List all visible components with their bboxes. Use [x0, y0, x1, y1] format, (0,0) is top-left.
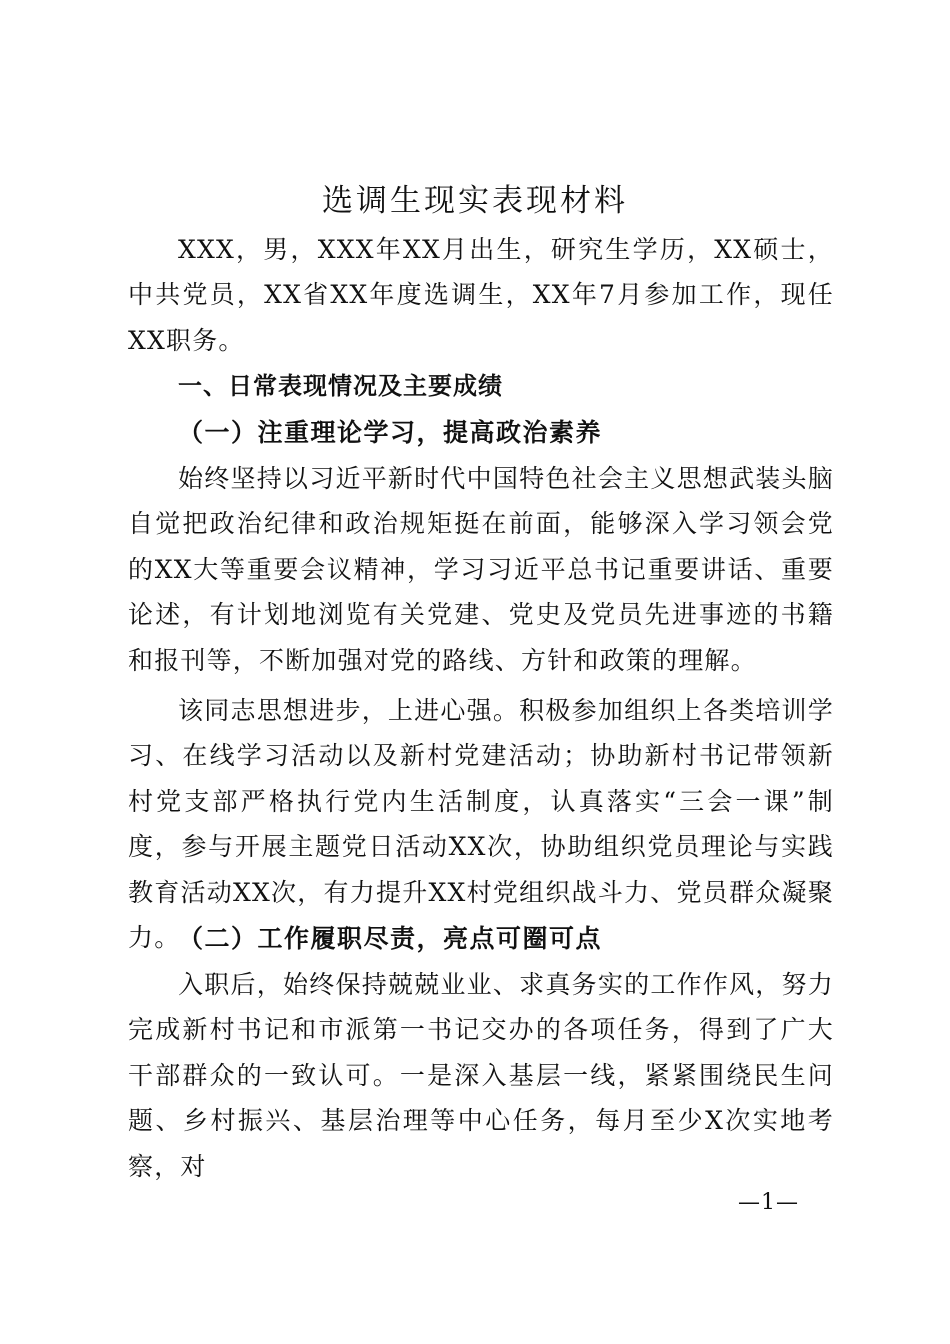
body-paragraph-3: 入职后，始终保持兢兢业业、求真务实的工作作风，努力完成新村书记和市派第一书记交办的各项任务，得到了广大干部群众的一致认可。一是深入基层一线，紧紧围绕民生问题、乡村振兴、基层治理等中心任务，每月至少X次实地考察，对 — [128, 970, 834, 1181]
body-paragraph-2: 该同志思想进步，上进心强。积极参加组织上各类培训学习、在线学习活动以及新村党建活动；协助新村书记带领新村党支部严格执行党内生活制度，认真落实“三会一课”制度，参与开展主题党日活动XX次，协助组织党员理论与实践教育活动XX次，有力提升XX村党组织战斗力、党员群众凝聚力。 — [128, 696, 834, 953]
section-heading-1: 一、日常表现情况及主要成绩 — [178, 372, 503, 400]
body-paragraph-1: 始终坚持以习近平新时代中国特色社会主义思想武装头脑自觉把政治纪律和政治规矩挺在前面，能够深入学习领会党的XX大等重要会议精神，学习习近平总书记重要讲话、重要论述，有计划地浏览有关党建、党史及党员先进事迹的书籍和报刊等，不断加强对党的路线、方针和政策的理解。 — [128, 464, 834, 675]
subsection-heading-1: （一）注重理论学习，提高政治素养 — [178, 418, 603, 447]
document-title: 选调生现实表现材料 — [322, 183, 628, 219]
subsection-heading-2: （二）工作履职尽责，亮点可圈可点 — [178, 924, 603, 953]
intro-paragraph: XXX，男，XXX年XX月出生，研究生学历，XX硕士，中共党员，XX省XX年度选调生，XX年7月参加工作，现任XX职务。 — [128, 235, 834, 355]
page-number: —1— — [738, 1190, 799, 1215]
